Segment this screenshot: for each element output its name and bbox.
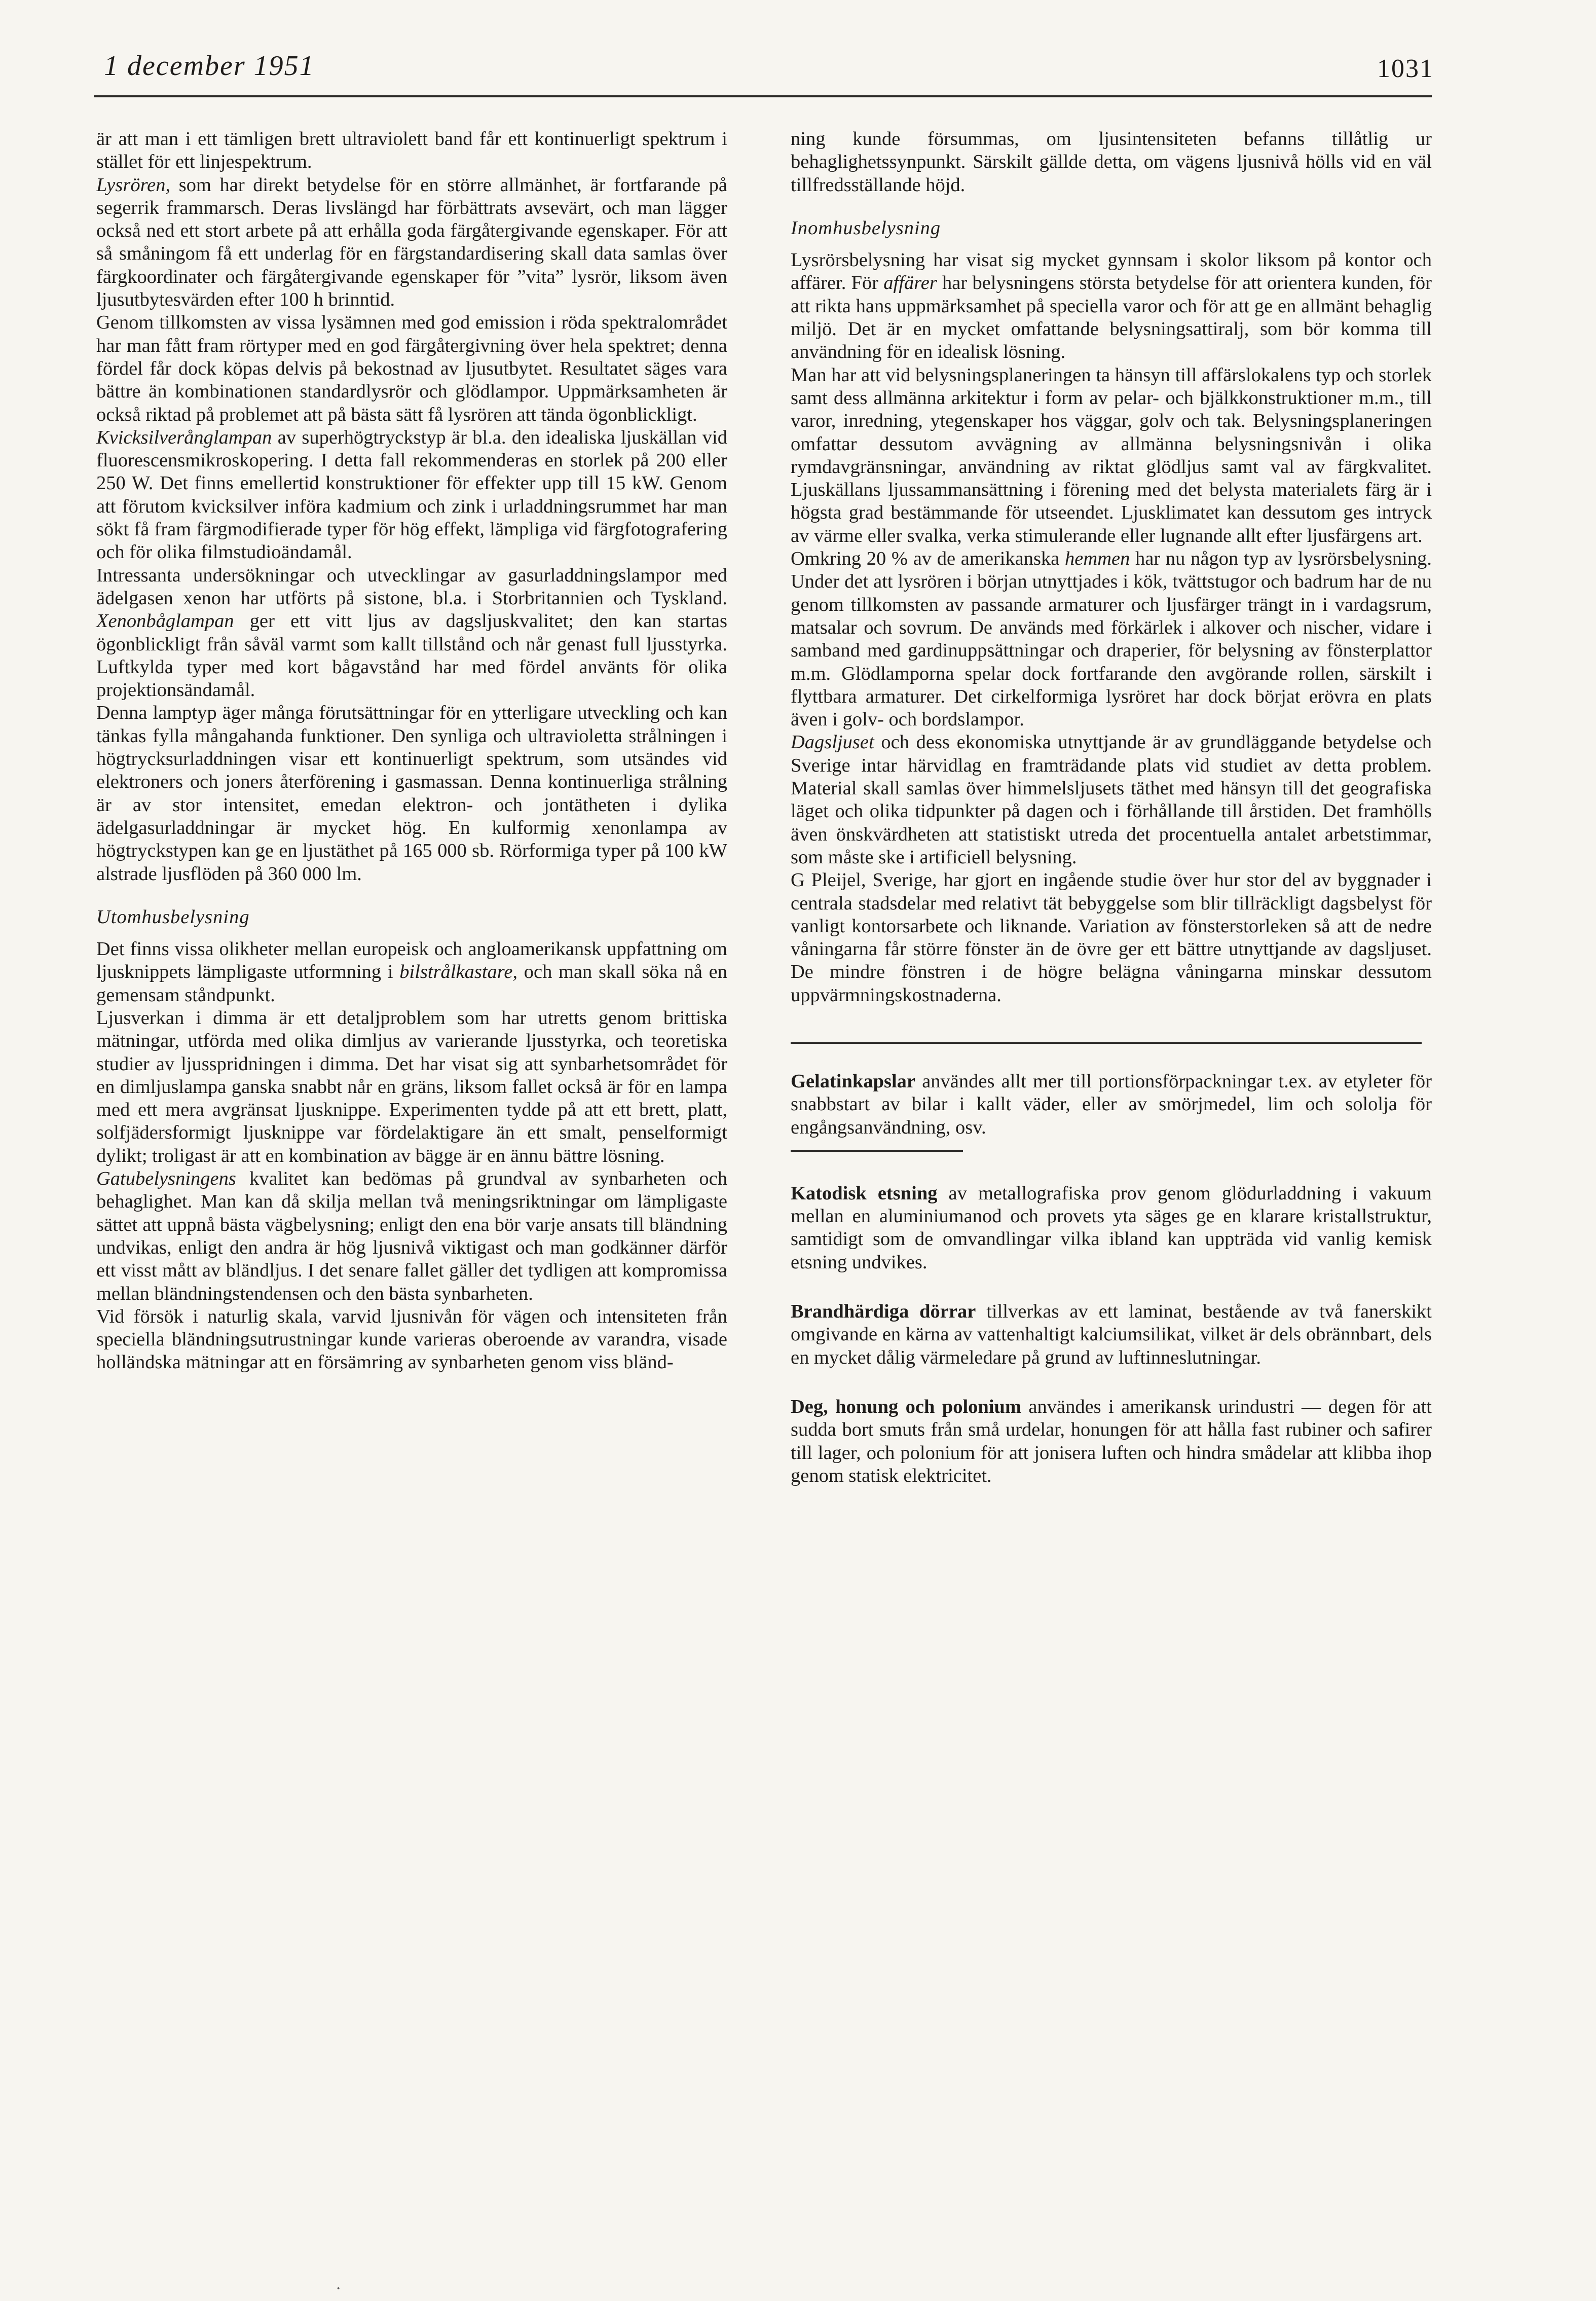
paragraph: Omkring 20 % av de amerikanska hemmen har nu någon typ av lysrörsbelysning. Under det att lysrören i början utnyttjades i kök, tvättstugor och badrum har de nu genom tillkomsten av passande armaturer och ljusfärger trängt in i vardagsrum, matsalar och sovrum. De används med förkärlek i alkover och nischer, vidare i samband med gardinuppsättningar och draperier, för belysning av fönsterplattor m.m. Glödlamporna spelar dock fortfarande den avgörande rollen, särskilt i flyttbara armaturer. Det cirkelformiga lysröret har dock börjat erövra en plats även i golv- och bordslampor. xyxy=(791,548,1432,731)
paragraph: Vid försök i naturlig skala, varvid ljusnivån för vägen och intensiteten från speciella bländningsutrustningar kunde varieras oberoende av varandra, visade holländska mätningar att en försämring av synbarheten genom viss bländ- xyxy=(96,1305,727,1373)
footer-mark: · xyxy=(336,2279,342,2298)
lead-term: Lysrören, xyxy=(96,174,171,196)
note-item: Deg, honung och polonium användes i amerikansk urindustri — degen för att sudda bort smuts från små urdelar, honungen för att hålla fast rubiner och safirer till lager, och polonium för att jonisera luften och hindra smådelar att klibba ihop genom statisk elektricitet. xyxy=(791,1396,1432,1486)
paragraph: Dagsljuset och dess ekonomiska utnyttjande är av grundläggande betydelse och Sverige intar härvidlag en framträdande plats vid studiet av detta problem. Material skall samlas över himmelsljusets täthet med hänsyn till det geografiska läget och olika tidpunkter på dagen och i förhållande till årstiden. Det framhölls även önskvärdheten att statistiskt utreda det procentuella antalet arbetstimmar, som måste ske i artificiell belysning. xyxy=(791,732,1432,868)
note-item: Gelatinkapslar användes allt mer till portionsförpackningar t.ex. av etyleter för snabbstart av bilar i kallt väder, eller av smörjmedel, lim och sololja för engångsanvändning, osv. xyxy=(791,1070,1432,1138)
paragraph: Lysrörsbelysning har visat sig mycket gynnsam i skolor liksom på kontor och affärer. För affärer har belysningens största betydelse för att orientera kunden, för att rikta hans uppmärksamhet på speciella varor och för att ge en allmänt behaglig miljö. Det är en mycket omfattande belysningsattiralj, som bör komma till användning för en idealisk lösning. xyxy=(791,249,1432,363)
note-lead: Brandhärdiga dörrar xyxy=(791,1301,976,1323)
note-item: Brandhärdiga dörrar tillverkas av ett laminat, bestående av två fanerskikt omgivande en kärna av vattenhaltigt kalciumsilikat, vilket är dels obrännbart, dels en mycket dålig värmeledare på grund av luftinneslutningar. xyxy=(791,1301,1432,1368)
paragraph: ning kunde försummas, om ljusintensiteten befanns tillåtlig ur behaglighetssynpunkt. Särskilt gällde detta, om vägens ljusnivå hölls vid en väl tillfredsställande höjd. xyxy=(791,128,1432,196)
lead-term: Gatubelysningens xyxy=(96,1168,236,1190)
issue-date: 1 december 1951 xyxy=(104,50,315,82)
header-rule xyxy=(94,95,1432,97)
page-number: 1031 xyxy=(1377,54,1434,83)
lead-term: Kvicksilverånglampan xyxy=(96,426,272,448)
paragraph: Kvicksilverånglampan av superhögtryckstyp är bl.a. den idealiska ljuskällan vid fluorescensmikroskopering. I detta fall rekommenderas en storlek på 200 eller 250 W. Det finns emellertid konstruktioner för effekter upp till 15 kW. Genom att förutom kvicksilver införa kadmium och zink i urladdningsrummet har man sökt få fram färgmodifierade typer för hög effekt, lämpliga vid färgfotografering och för olika filmstudioändamål. xyxy=(96,426,727,563)
paragraph: G Pleijel, Sverige, har gjort en ingående studie över hur stor del av byggnader i centrala stadsdelar med relativt tät bebyggelse som blir tillräckligt dagsbelyst för vanligt kontorsarbete och liknande. Variation av fönsterstorleken så att de nedre våningarna får större fönster än de övre ger ett bättre utnyttjande av dagsljuset. De mindre fönstren i de högre belägna våningarna minskar dessutom uppvärmningskostnaderna. xyxy=(791,869,1432,1006)
paragraph: Gatubelysningens kvalitet kan bedömas på grundval av synbarheten och behaglighet. Man kan då skilja mellan två meningsriktningar om lämpligaste sättet att uppnå bästa vägbelysning; enligt den ena bör varje ansats till bländning undvikas, enligt den andra är hög ljusnivå viktigast och man godkänner därför ett visst mått av bländljus. I det senare fallet gäller det tydligen att kompromissa mellan bländningstendensen och den bästa synbarheten. xyxy=(96,1168,727,1304)
left-column xyxy=(96,128,727,1374)
paragraph: Intressanta undersökningar och utvecklingar av gasurladdningslampor med ädelgasen xenon har utförts på sistone, bl.a. i Storbritannien och Tyskland. Xenonbåglampan ger ett vitt ljus av dagsljuskvalitet; den kan startas ögonblickligt från såväl varmt som kallt tillstånd och når genast full ljusstyrka. Luftkylda typer med kort bågavstånd har med fördel använts för olika projektionsändamål. xyxy=(96,564,727,701)
paragraph: Man har att vid belysningsplaneringen ta hänsyn till affärslokalens typ och storlek samt dess allmänna arkitektur i form av pelar- och bjälkkonstruktioner m.m., till varor, inredning, ytegenskaper hos väggar, golv och tak. Belysningsplaneringen omfattar dessutom avvägning av allmänna belysningsnivån i olika rymdavgränsningar, användning av riktat glödljus samt val av färgkvalitet. Ljuskällans ljussammansättning i förening med det belysta materialets färg är i högsta grad bestämmande för utseendet. Ljusklimatet kan dessutom ges intryck av värme eller svalka, verka stimulerande eller lugnande allt efter ljusfärgens art. xyxy=(791,364,1432,546)
paragraph: Lysrören, som har direkt betydelse för en större allmänhet, är fortfarande på segerrik frammarsch. Deras livslängd har förbättrats avsevärt, och man lägger också ned ett stort arbete på att erhålla goda färgåtergivande egenskaper. För att så småningom få ett underlag för en färgstandardisering skall data samlas över färgkoordinater och färgåtergivande egenskaper för ”vita” lysrör, liksom även ljusutbytesvärden efter 100 h brinntid. xyxy=(96,174,727,311)
paragraph: Genom tillkomsten av vissa lysämnen med god emission i röda spektralområdet har man fått fram rörtyper med en god färgåtergivning över hela spektret; denna fördel får dock köpas delvis på bekostnad av ljusutbytet. Resultatet säges vara bättre än kombinationen standardlysrör och glödlampor. Uppmärksamheten är också riktad på problemet att på bästa sätt få lysrören att tända ögonblickligt. xyxy=(96,312,727,425)
right-column xyxy=(791,128,1432,1514)
paragraph: Det finns vissa olikheter mellan europeisk och angloamerikansk uppfattning om ljusknippets lämpligaste utformning i bilstrålkastare, och man skall söka nå en gemensam ståndpunkt. xyxy=(96,938,727,1006)
paragraph: är att man i ett tämligen brett ultraviolett band får ett kontinuerligt spektrum i stället för ett linjespektrum. xyxy=(96,128,727,173)
lead-term: hemmen xyxy=(1065,548,1130,570)
notes-rule-top xyxy=(791,1042,1422,1044)
note-lead: Deg, honung och polonium xyxy=(791,1396,1022,1417)
note-item: Katodisk etsning av metallografiska prov genom glödurladdning i vakuum mellan en aluminiumanod och provets yta säges ge en klarare kristallstruktur, samtidigt som de omvandlingar vilka ibland kan uppträda vid vanlig kemisk etsning undvikes. xyxy=(791,1182,1432,1273)
notes-section xyxy=(791,1070,1432,1487)
section-heading-utomhus: Utomhusbelysning xyxy=(96,906,250,928)
note-lead: Katodisk etsning xyxy=(791,1182,938,1204)
note-lead: Gelatinkapslar xyxy=(791,1070,916,1092)
paragraph: Denna lamptyp äger många förutsättningar för en ytterligare utveckling och kan tänkas fylla mångahanda funktioner. Den synliga och ultravioletta strålningen i högtrycksurladdningen visar ett kontinuerligt spektrum, som utsändes vid elektroners och joners återförening i gasmassan. Denna kontinuerliga strålning är av stor intensitet, emedan elektron- och jontätheten i dylika ädelgasurladdningar är mycket hög. En kulformig xenonlampa av högtryckstypen kan ge en ljustäthet på 165 000 sb. Rörformiga typer på 100 kW alstrade ljusflöden på 360 000 lm. xyxy=(96,702,727,885)
lead-term: Dagsljuset xyxy=(791,732,874,753)
note-divider xyxy=(791,1150,963,1152)
lead-term: bilstrålkastare, xyxy=(399,961,518,983)
lead-term: Xenonbåglampan xyxy=(96,610,234,632)
lead-term: affärer xyxy=(883,272,937,294)
paragraph: Ljusverkan i dimma är ett detaljproblem som har utretts genom brittiska mätningar, utförda med olika dimljus av varierande ljusstyrka, och teoretiska studier av ljusspridningen i dimma. Det har visat sig att synbarhetsområdet för en dimljuslampa ganska snabbt når en gräns, liksom fallet också är för en lampa med ett mera avgränsat ljusknippe. Experimenten tydde på att ett brett, platt, solfjädersformigt ljusknippe var fördelaktigare än ett smalt, penselformigt dylikt; troligast är att en kombination av bägge är en ännu bättre lösning. xyxy=(96,1007,727,1166)
section-heading-inomhus: Inomhusbelysning xyxy=(791,217,941,239)
